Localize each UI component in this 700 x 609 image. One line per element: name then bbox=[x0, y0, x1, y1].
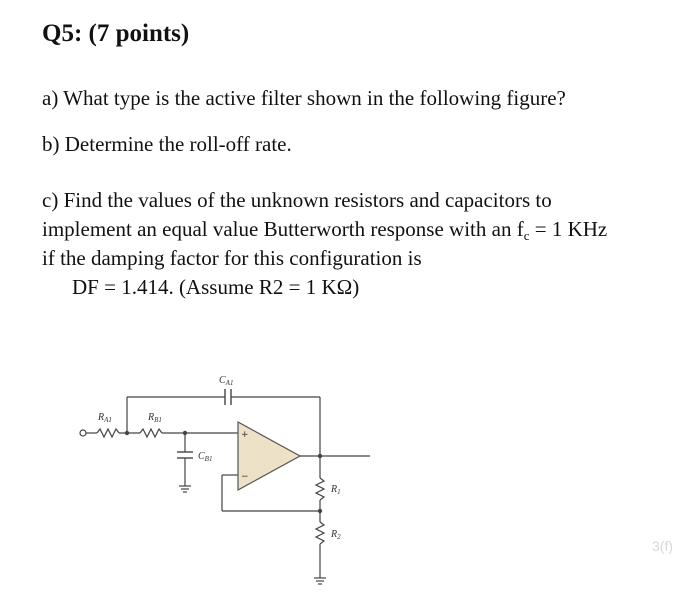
resistor-rb1 bbox=[140, 429, 162, 437]
question-title: Q5: (7 points) bbox=[42, 20, 190, 47]
resistor-r2 bbox=[316, 522, 324, 544]
fc-subscript: c bbox=[523, 228, 530, 243]
question-part-b: b) Determine the roll-off rate. bbox=[42, 132, 292, 156]
faint-watermark: 3(f) bbox=[652, 538, 673, 554]
ground-symbol-r2 bbox=[314, 578, 326, 584]
question-part-a: a) What type is the active filter shown in the following figure? bbox=[42, 86, 566, 110]
question-part-c-line4: DF = 1.414. (Assume R2 = 1 KΩ) bbox=[72, 275, 360, 299]
ground-symbol-cb1 bbox=[179, 486, 191, 492]
input-terminal bbox=[80, 430, 86, 436]
resistor-r1 bbox=[316, 478, 324, 500]
label-r2: $R_2$ bbox=[331, 529, 341, 541]
label-r1: $R_1$ bbox=[331, 484, 341, 496]
part-c-text-pre: implement an equal value Butterworth response with an f bbox=[42, 217, 524, 241]
label-ra1: $R_{A1}$ bbox=[98, 412, 112, 424]
label-rb1: $R_{B1}$ bbox=[148, 412, 162, 424]
op-amp-plus-label: + bbox=[241, 430, 249, 440]
op-amp-minus-label: − bbox=[241, 472, 249, 482]
label-cb1: $C_{B1}$ bbox=[198, 451, 213, 463]
resistor-ra1 bbox=[97, 429, 119, 437]
part-c-text-post: = 1 KHz bbox=[529, 217, 608, 241]
question-part-c-line1: c) Find the values of the unknown resistors and capacitors to bbox=[42, 188, 552, 212]
question-part-c-line3: if the damping factor for this configuration is bbox=[42, 246, 422, 270]
label-ca1: $C_{A1}$ bbox=[219, 375, 234, 387]
